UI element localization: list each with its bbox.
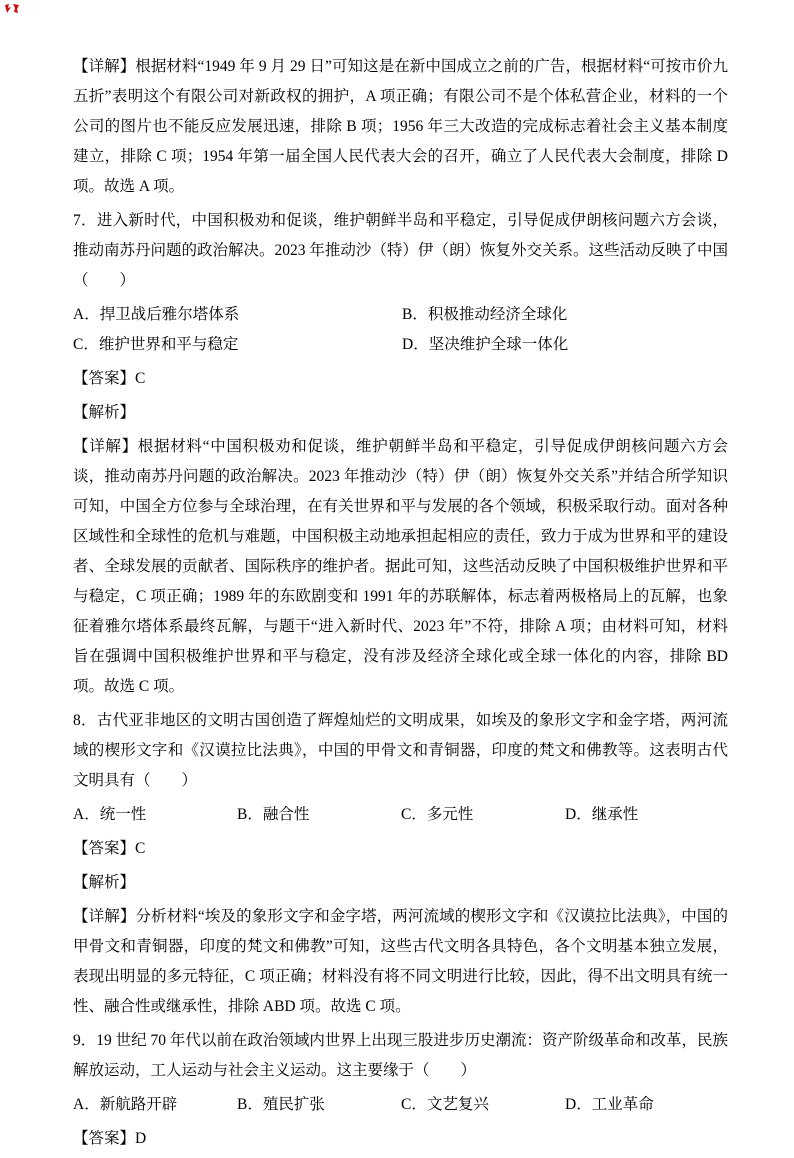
q7-analysis-label: 【解析】 bbox=[73, 404, 136, 421]
q8-answer-line: 【答案】C bbox=[73, 840, 146, 857]
q9-option-b: B．殖民扩张 bbox=[237, 1096, 325, 1113]
q9-answer-line: 【答案】D bbox=[73, 1130, 147, 1147]
question-9-options bbox=[73, 1090, 728, 1120]
question-8-options bbox=[73, 800, 728, 830]
q8-analysis-label: 【解析】 bbox=[73, 874, 136, 891]
q7-option-d: D．坚决维护全球一体化 bbox=[402, 336, 569, 353]
q7-answer-line: 【答案】C bbox=[73, 370, 146, 387]
question-8-stem: 8．古代亚非地区的文明古国创造了辉煌灿烂的文明成果，如埃及的象形文字和金字塔，两河流域的楔形文字和《汉谟拉比法典》，中国的甲骨文和青铜器，印度的梵文和佛教等。这表明古代文明具有（ ） bbox=[73, 712, 728, 789]
q9-option-a: A．新航路开辟 bbox=[73, 1096, 178, 1113]
q7-option-c: C．维护世界和平与稳定 bbox=[73, 336, 239, 353]
q8-option-b: B．融合性 bbox=[237, 806, 310, 823]
q7-option-a: A．捍卫战后雅尔塔体系 bbox=[73, 306, 240, 323]
q7-detail-paragraph: 【详解】根据材料“中国积极劝和促谈，维护朝鲜半岛和平稳定，引导促成伊朗核问题六方会谈，推动南苏丹问题的政治解决。2023 年推动沙（特）伊（朗）恢复外交关系”并结合所学知识可知，中国全方位参与全球治理，在有关世界和平与发展的各个领域，积极采取行动。面对各种区域性和全球性的危机与难题，中国积极主动地承担起相应的责任，致力于成为世界和平的建设者、全球发展的贡献者、国际秩序的维护者。据此可知，这些活动反映了中国积极维护世界和平与稳定，C 项正确；1989 年的东欧剧变和 1991 年的苏联解体，标志着两极格局上的瓦解，也象征着雅尔塔体系最终瓦解，与题干“进入新时代、2023 年”不符，排除 A 项；由材料可知，材料旨在强调中国积极维护世界和平与稳定，没有涉及经济全球化或全球一体化的内容，排除 BD 项。故选 C 项。 bbox=[73, 438, 728, 695]
q8-option-c: C．多元性 bbox=[401, 806, 474, 823]
question-7-options bbox=[73, 300, 728, 360]
q8-option-d: D．继承性 bbox=[565, 806, 639, 823]
q6-detail-paragraph: 【详解】根据材料“1949 年 9 月 29 日”可知这是在新中国成立之前的广告，根据材料“可按市价九五折”表明这个有限公司对新政权的拥护，A 项正确；有限公司不是个体私营企业，材料的一个公司的图片也不能反应发展迅速，排除 B 项；1956 年三大改造的完成标志着社会主义基本制度建立，排除 C 项；1954 年第一届全国人民代表大会的召开，确立了人民代表大会制度，排除 D 项。故选 A 项。 bbox=[73, 58, 728, 195]
question-7-stem: 7．进入新时代，中国积极劝和促谈，维护朝鲜半岛和平稳定，引导促成伊朗核问题六方会谈，推动南苏丹问题的政治解决。2023 年推动沙（特）伊（朗）恢复外交关系。这些活动反映了中国（ ） bbox=[73, 212, 728, 289]
q9-option-d: D．工业革命 bbox=[565, 1096, 654, 1113]
red-corner-mark bbox=[5, 3, 20, 14]
q9-option-c: C．文艺复兴 bbox=[401, 1096, 489, 1113]
q8-option-a: A．统一性 bbox=[73, 806, 147, 823]
q8-detail-paragraph: 【详解】分析材料“埃及的象形文字和金字塔，两河流域的楔形文字和《汉谟拉比法典》，中国的甲骨文和青铜器，印度的梵文和佛教”可知，这些古代文明各具特色，各个文明基本独立发展，表现出明显的多元特征，C 项正确；材料没有将不同文明进行比较，因此，得不出文明具有统一性、融合性或继承性，排除 ABD 项。故选 C 项。 bbox=[73, 908, 728, 1015]
document-body bbox=[73, 52, 728, 1158]
q7-option-b: B．积极推动经济全球化 bbox=[402, 306, 568, 323]
question-9-stem: 9．19 世纪 70 年代以前在政治领域内世界上出现三股进步历史潮流：资产阶级革命和改革，民族解放运动，工人运动与社会主义运动。这主要缘于（ ） bbox=[73, 1032, 728, 1079]
